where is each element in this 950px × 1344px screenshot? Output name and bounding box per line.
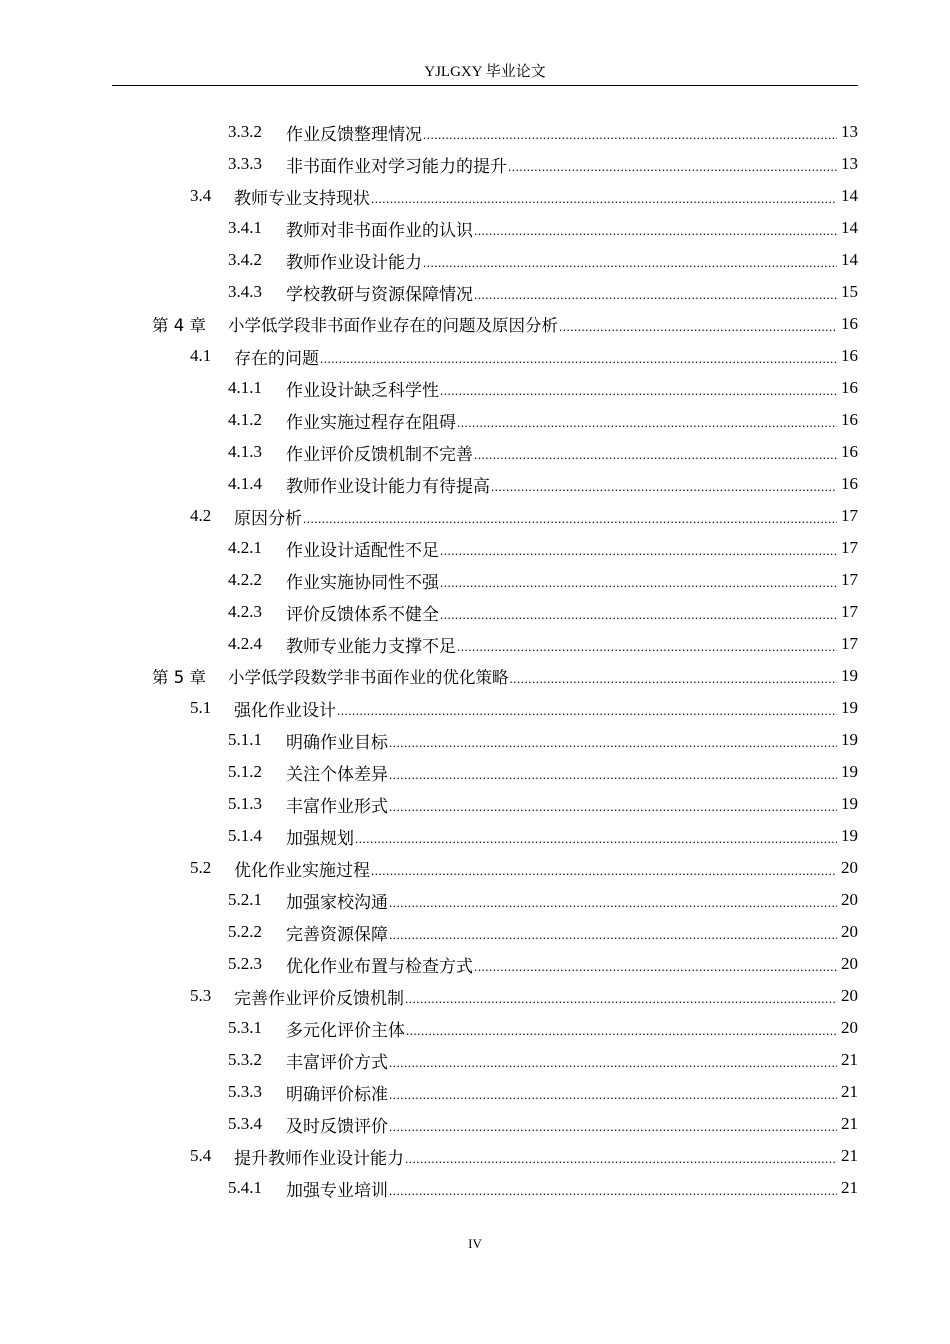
toc-entry-number: 4.1 [190,346,212,365]
toc-entry-page: 19 [841,794,858,813]
toc-entry-number: 4.2.2 [228,570,262,589]
toc-entry-number: 5.1.4 [228,826,262,845]
toc-entry-sub[interactable] [0,148,950,180]
toc-entry-sub[interactable] [0,596,950,628]
toc-entry-sub[interactable] [0,884,950,916]
toc-dot-leader [389,895,837,911]
toc-entry-page: 19 [841,666,858,685]
toc-entry-sub[interactable] [0,212,950,244]
toc-entry-sub[interactable] [0,468,950,500]
toc-entry-title: 作业设计适配性不足 [286,540,439,560]
toc-entry-sub[interactable] [0,1108,950,1140]
toc-entry-page: 15 [841,282,858,301]
toc-entry-title: 教师对非书面作业的认识 [286,220,473,240]
toc-entry-section[interactable] [0,852,950,884]
toc-entry-number: 4.2 [190,506,212,525]
toc-dot-leader [337,703,837,719]
toc-entry-title: 教师专业能力支撑不足 [286,636,456,656]
toc-entry-title: 完善作业评价反馈机制 [234,988,404,1008]
toc-entry-number: 第 4 章 [152,316,206,335]
toc-entry-number: 5.1 [190,698,212,717]
toc-entry-sub[interactable] [0,244,950,276]
toc-entry-number: 5.2.2 [228,922,262,941]
toc-dot-leader [457,415,837,431]
toc-entry-page: 20 [841,954,858,973]
toc-entry-title: 明确作业目标 [286,732,388,752]
toc-entry-section[interactable] [0,180,950,212]
toc-entry-number: 5.3.1 [228,1018,262,1037]
toc-entry-sub[interactable] [0,628,950,660]
toc-entry-number: 5.3.2 [228,1050,262,1069]
toc-entry-title: 教师作业设计能力有待提高 [286,476,490,496]
toc-dot-leader [474,959,837,975]
toc-entry-title: 关注个体差异 [286,764,388,784]
toc-entry-title: 丰富作业形式 [286,796,388,816]
toc-entry-number: 第 5 章 [152,668,206,687]
toc-entry-title: 作业评价反馈机制不完善 [286,444,473,464]
toc-entry-title: 学校教研与资源保障情况 [286,284,473,304]
toc-entry-title: 丰富评价方式 [286,1052,388,1072]
toc-entry-sub[interactable] [0,436,950,468]
toc-entry-title: 加强专业培训 [286,1180,388,1200]
toc-dot-leader [457,639,837,655]
toc-entry-title: 强化作业设计 [234,700,336,720]
toc-entry-title: 作业实施过程存在阻碍 [286,412,456,432]
toc-dot-leader [405,991,837,1007]
toc-dot-leader [389,1183,837,1199]
toc-entry-sub[interactable] [0,532,950,564]
toc-entry-section[interactable] [0,500,950,532]
toc-entry-number: 4.1.3 [228,442,262,461]
toc-dot-leader [389,799,837,815]
toc-entry-sub[interactable] [0,116,950,148]
toc-entry-page: 17 [841,506,858,525]
toc-entry-title: 评价反馈体系不健全 [286,604,439,624]
toc-entry-page: 21 [841,1114,858,1133]
toc-dot-leader [389,1055,837,1071]
toc-entry-section[interactable] [0,340,950,372]
toc-entry-number: 5.1.1 [228,730,262,749]
toc-entry-sub[interactable] [0,756,950,788]
toc-entry-chapter[interactable] [0,660,950,692]
toc-dot-leader [440,543,837,559]
toc-entry-number: 4.2.4 [228,634,262,653]
toc-entry-page: 14 [841,250,858,269]
toc-entry-number: 3.4.2 [228,250,262,269]
toc-entry-title: 教师作业设计能力 [286,252,422,272]
toc-entry-number: 5.2.3 [228,954,262,973]
toc-entry-page: 16 [841,474,858,493]
toc-entry-number: 4.2.1 [228,538,262,557]
toc-entry-title: 优化作业实施过程 [234,860,370,880]
toc-entry-section[interactable] [0,1140,950,1172]
toc-entry-number: 5.2.1 [228,890,262,909]
toc-entry-title: 优化作业布置与检查方式 [286,956,473,976]
toc-entry-sub[interactable] [0,820,950,852]
toc-entry-sub[interactable] [0,916,950,948]
toc-dot-leader [355,831,837,847]
toc-entry-page: 19 [841,762,858,781]
toc-entry-page: 20 [841,1018,858,1037]
toc-dot-leader [389,767,837,783]
toc-entry-sub[interactable] [0,372,950,404]
toc-entry-title: 明确评价标准 [286,1084,388,1104]
toc-entry-title: 及时反馈评价 [286,1116,388,1136]
toc-entry-chapter[interactable] [0,308,950,340]
toc-entry-page: 21 [841,1082,858,1101]
toc-entry-title: 加强家校沟通 [286,892,388,912]
toc-entry-number: 5.1.2 [228,762,262,781]
toc-entry-page: 19 [841,698,858,717]
toc-entry-sub[interactable] [0,1076,950,1108]
toc-entry-page: 16 [841,378,858,397]
toc-entry-page: 20 [841,890,858,909]
toc-entry-number: 5.3.4 [228,1114,262,1133]
toc-dot-leader [389,735,837,751]
toc-dot-leader [405,1151,837,1167]
toc-entry-number: 4.1.4 [228,474,262,493]
toc-dot-leader [474,447,837,463]
toc-entry-section[interactable] [0,980,950,1012]
toc-entry-page: 16 [841,314,858,333]
running-header: YJLGXY 毕业论文 [424,64,546,80]
toc-entry-number: 5.3.3 [228,1082,262,1101]
toc-entry-number: 3.3.3 [228,154,262,173]
toc-entry-title: 存在的问题 [234,348,319,368]
toc-entry-number: 3.3.2 [228,122,262,141]
toc-dot-leader [491,479,837,495]
toc-entry-number: 3.4 [190,186,212,205]
toc-entry-number: 3.4.3 [228,282,262,301]
toc-dot-leader [389,1119,837,1135]
toc-entry-sub[interactable] [0,788,950,820]
toc-entry-page: 17 [841,602,858,621]
toc-entry-title: 提升教师作业设计能力 [234,1148,404,1168]
toc-dot-leader [389,927,837,943]
toc-dot-leader [474,287,837,303]
toc-dot-leader [440,575,837,591]
toc-entry-title: 小学低学段非书面作业存在的问题及原因分析 [228,316,558,335]
toc-entry-page: 20 [841,858,858,877]
toc-entry-number: 4.1.2 [228,410,262,429]
toc-entry-number: 4.2.3 [228,602,262,621]
toc-entry-title: 作业设计缺乏科学性 [286,380,439,400]
toc-entry-page: 17 [841,634,858,653]
toc-entry-page: 13 [841,154,858,173]
toc-entry-title: 完善资源保障 [286,924,388,944]
toc-dot-leader [474,223,837,239]
toc-dot-leader [423,255,837,271]
toc-dot-leader [508,159,837,175]
toc-entry-page: 21 [841,1178,858,1197]
toc-dot-leader [389,1087,837,1103]
toc-entry-sub[interactable] [0,1044,950,1076]
toc-entry-number: 5.4.1 [228,1178,262,1197]
toc-entry-sub[interactable] [0,724,950,756]
toc-entry-title: 小学低学段数学非书面作业的优化策略 [228,668,509,687]
toc-entry-page: 17 [841,538,858,557]
toc-entry-page: 16 [841,410,858,429]
toc-entry-page: 19 [841,730,858,749]
toc-entry-title: 非书面作业对学习能力的提升 [286,156,507,176]
toc-dot-leader [440,607,837,623]
toc-entry-sub[interactable] [0,1012,950,1044]
header-rule [112,85,858,86]
toc-entry-number: 5.1.3 [228,794,262,813]
toc-entry-page: 16 [841,346,858,365]
toc-entry-sub[interactable] [0,564,950,596]
toc-entry-title: 教师专业支持现状 [234,188,370,208]
toc-entry-page: 20 [841,922,858,941]
toc-dot-leader [371,191,837,207]
toc-entry-number: 5.3 [190,986,212,1005]
toc-dot-leader [510,671,838,687]
toc-dot-leader [406,1023,837,1039]
toc-entry-page: 13 [841,122,858,141]
toc-entry-page: 20 [841,986,858,1005]
toc-dot-leader [423,127,837,143]
toc-entry-title: 原因分析 [234,508,302,528]
toc-entry-sub[interactable] [0,404,950,436]
toc-entry-title: 多元化评价主体 [286,1020,405,1040]
toc-entry-number: 3.4.1 [228,218,262,237]
toc-entry-section[interactable] [0,692,950,724]
toc-entry-title: 作业反馈整理情况 [286,124,422,144]
toc-dot-leader [559,319,837,335]
toc-entry-page: 14 [841,186,858,205]
toc-entry-title: 加强规划 [286,828,354,848]
page-number: IV [468,1236,482,1251]
toc-entry-sub[interactable] [0,948,950,980]
toc-dot-leader [320,351,837,367]
toc-entry-page: 19 [841,826,858,845]
toc-entry-page: 17 [841,570,858,589]
toc-entry-sub[interactable] [0,1172,950,1204]
toc-dot-leader [440,383,837,399]
toc-entry-page: 16 [841,442,858,461]
toc-entry-page: 21 [841,1146,858,1165]
toc-entry-title: 作业实施协同性不强 [286,572,439,592]
table-of-contents [0,116,950,1204]
toc-entry-page: 14 [841,218,858,237]
toc-entry-number: 5.2 [190,858,212,877]
toc-entry-number: 5.4 [190,1146,212,1165]
toc-dot-leader [371,863,837,879]
toc-entry-number: 4.1.1 [228,378,262,397]
toc-entry-page: 21 [841,1050,858,1069]
toc-entry-sub[interactable] [0,276,950,308]
toc-dot-leader [303,511,837,527]
